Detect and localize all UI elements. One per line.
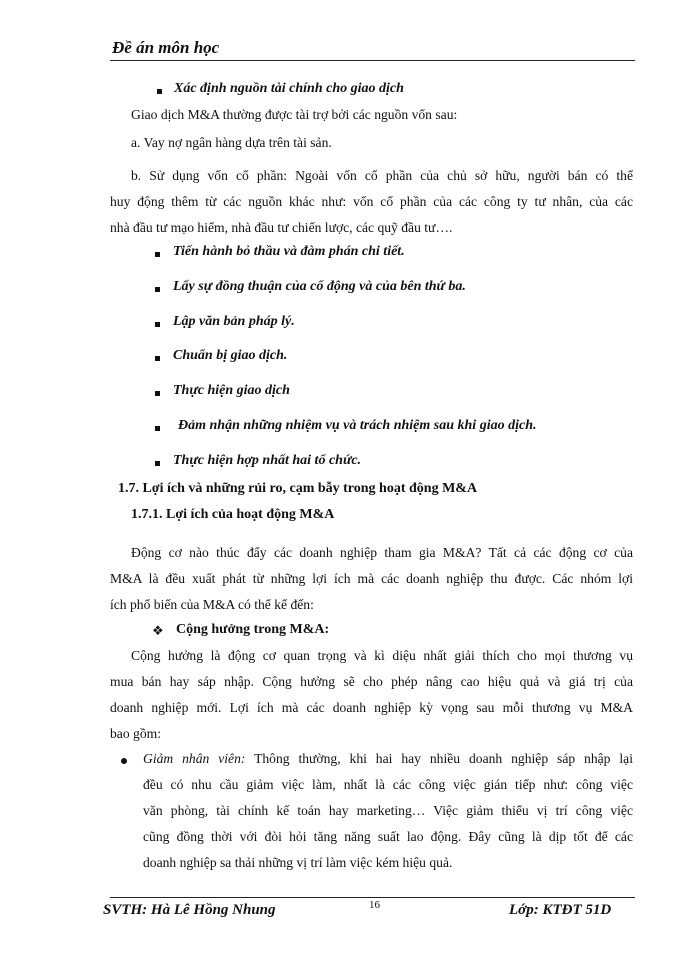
paragraph-line: huy động thêm từ các nguồn khác như: vốn cổ phần của các công ty tư nhân, của các	[110, 194, 633, 209]
square-bullet-icon	[155, 461, 160, 466]
bullet-item: Chuẩn bị giao dịch.	[173, 348, 288, 363]
list-item-text: Thông thường, khi hai hay nhiều doanh nghiệp sáp nhập lại	[245, 751, 633, 766]
footer-rule	[110, 897, 635, 898]
bullet-item-financing: Xác định nguồn tài chính cho giao dịch	[174, 81, 404, 96]
square-bullet-icon	[155, 252, 160, 257]
list-item-line: văn phòng, tài chính kế toán hay marketing… Việc giảm thiểu vị trí công việc	[143, 803, 633, 818]
list-item-line	[143, 751, 633, 767]
list-item-line: doanh nghiệp sa thải những vị trí làm việc kém hiệu quả.	[143, 855, 453, 870]
paragraph-line: doanh nghiệp mới. Lợi ích mà các doanh nghiệp kỳ vọng sau mỗi thương vụ M&A	[110, 700, 633, 715]
paragraph-line: bao gồm:	[110, 726, 161, 741]
footer-class: Lớp: KTĐT 51D	[509, 902, 612, 918]
bullet-item: Lấy sự đồng thuận của cổ động và của bên thứ ba.	[173, 279, 466, 294]
list-item-term: Giảm nhân viên:	[143, 751, 246, 766]
section-heading-1-7: 1.7. Lợi ích và những rủi ro, cạm bẫy trong hoạt động M&A	[118, 481, 478, 496]
paragraph-line: Động cơ nào thúc đẩy các doanh nghiệp tham gia M&A? Tất cả các động cơ của	[131, 545, 633, 560]
square-bullet-icon	[157, 89, 162, 94]
square-bullet-icon	[155, 322, 160, 327]
paragraph-line: a. Vay nợ ngân hàng dựa trên tài sản.	[131, 135, 332, 150]
bullet-item: Thực hiện hợp nhất hai tổ chức.	[173, 453, 362, 468]
paragraph-line: Giao dịch M&A thường được tài trợ bởi các nguồn vốn sau:	[131, 107, 458, 122]
list-item-line: cũng đồng thời với đòi hỏi tăng năng suất lao động. Đây cũng là dịp tốt để các	[143, 829, 633, 844]
diamond-bullet-icon: ❖	[152, 623, 164, 638]
bullet-item: Lập văn bản pháp lý.	[173, 314, 295, 329]
paragraph-line: b. Sử dụng vốn cổ phần: Ngoài vốn cổ phần của chủ sở hữu, người bán có thể	[131, 168, 633, 183]
header-rule	[110, 60, 635, 61]
footer-author: SVTH: Hà Lê Hồng Nhung	[103, 902, 276, 918]
bullet-item: Tiến hành bỏ thầu và đàm phán chi tiết.	[173, 244, 405, 259]
bullet-item: Thực hiện giao dịch	[173, 383, 290, 398]
square-bullet-icon	[155, 356, 160, 361]
paragraph-line: Cộng hưởng là động cơ quan trọng và kì diệu nhất giải thích cho mọi thương vụ	[131, 648, 633, 663]
list-item-line: đều có nhu cầu giảm việc làm, nhất là các công việc gián tiếp như: công việc	[143, 777, 633, 792]
paragraph-line: ích phổ biến của M&A có thể kể đến:	[110, 597, 314, 612]
paragraph-line: nhà đầu tư mạo hiểm, nhà đầu tư chiến lược, các quỹ đầu tư….	[110, 220, 453, 235]
page-header-title: Đề án môn học	[112, 38, 220, 57]
page-number: 16	[369, 899, 380, 911]
square-bullet-icon	[155, 287, 160, 292]
paragraph-line: mua bán hay sáp nhập. Cộng hưởng sẽ cho phép nâng cao hiệu quả và giá trị của	[110, 674, 633, 689]
round-bullet-icon	[121, 758, 127, 764]
paragraph-line: M&A là đều xuất phát từ những lợi ích mà các doanh nghiệp thu được. Các nhóm lợi	[110, 571, 633, 586]
section-heading-1-7-1: 1.7.1. Lợi ích của hoạt động M&A	[131, 507, 335, 522]
square-bullet-icon	[155, 391, 160, 396]
square-bullet-icon	[155, 426, 160, 431]
bullet-item: Đảm nhận những nhiệm vụ và trách nhiệm sau khi giao dịch.	[178, 418, 537, 433]
subheading-synergy: Cộng hưởng trong M&A:	[176, 622, 330, 637]
